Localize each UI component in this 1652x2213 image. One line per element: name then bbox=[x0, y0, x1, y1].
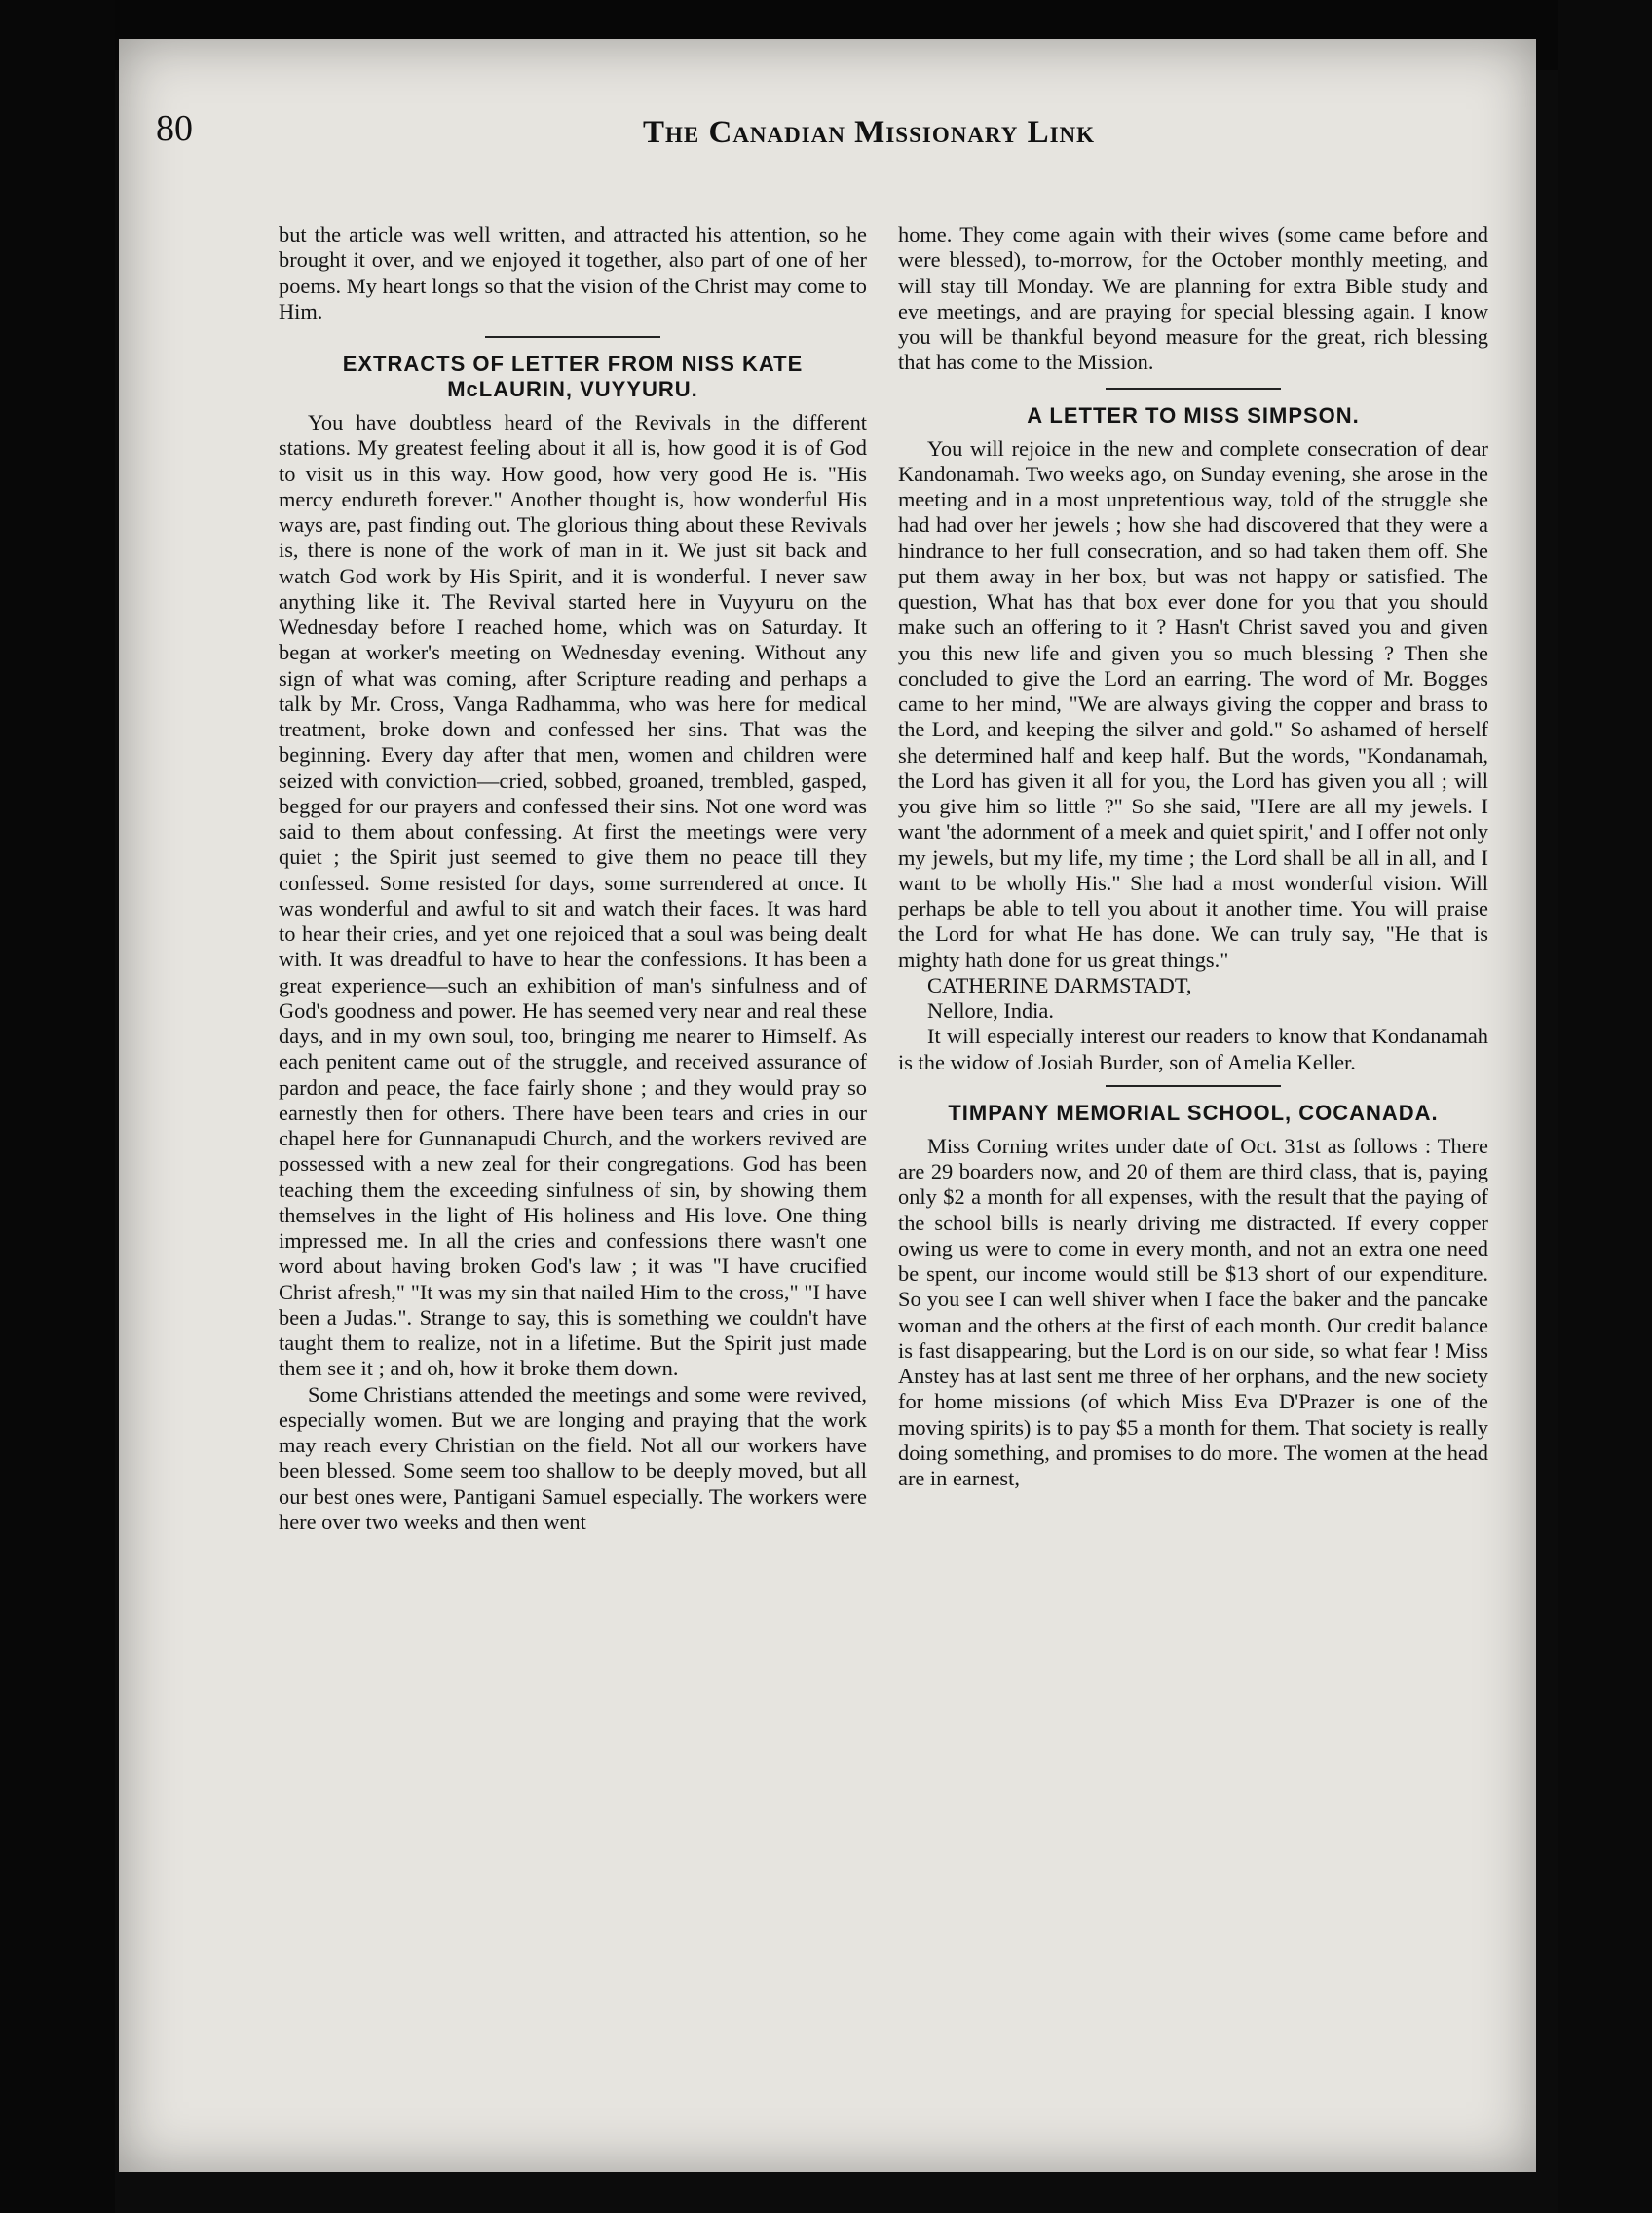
editor-note: It will especially interest our readers to know that Kondanamah is the widow of Josiah Burder, son of Amelia Keller. bbox=[898, 1024, 1488, 1074]
left-column bbox=[279, 222, 867, 1535]
article-paragraph: Some Christians attended the meetings and some were revived, especially women. But we are longing and praying that the work may reach every Christian on the field. Not all our workers have been blessed. Some seem too shallow to be deeply moved, but all our best ones were, Pantigani Samuel especially. The workers were here over two weeks and then went bbox=[279, 1381, 867, 1534]
signature-place: Nellore, India. bbox=[927, 998, 1054, 1023]
right-column bbox=[898, 222, 1488, 1491]
signature-name: CATHERINE DARMSTADT, bbox=[927, 972, 1192, 997]
section-divider bbox=[485, 336, 660, 338]
article-title-line2: McLAURIN, VUYYURU. bbox=[447, 377, 698, 401]
scan-border-right bbox=[1558, 0, 1652, 2213]
article-title: TIMPANY MEMORIAL SCHOOL, COCANADA. bbox=[948, 1100, 1439, 1125]
continued-paragraph: but the article was well written, and attracted his attention, so he brought it over, and we enjoyed it together, also part of one of her poems. My heart longs so that the vision of the Christ may come to Him. bbox=[279, 222, 867, 323]
page-number: 80 bbox=[156, 108, 193, 149]
article-paragraph: Miss Corning writes under date of Oct. 31st as follows : There are 29 boarders now, and 20 of them are third class, that is, paying only $2 a month for all expenses, with the result that the paying of the school bills is nearly driving me distracted. If every copper owing us were to come in every month, and not an extra one need be spent, our income would still be $13 short of our expenditure. So you see I can well shiver when I face the baker and the pancake woman and the others at the first of each month. Our credit balance is fast disappearing, but the Lord is on our side, so what fear ! Miss Anstey has at last sent me three of her orphans, and the new society for home missions (of which Miss Eva D'Prazer is one of the moving spirits) is to pay $5 a month for them. That society is really doing something, and promises to do more. The women at the head are in earnest, bbox=[898, 1133, 1488, 1490]
article-title: A LETTER TO MISS SIMPSON. bbox=[1027, 402, 1360, 428]
running-title: The Canadian Missionary Link bbox=[643, 115, 1096, 150]
article-paragraph: You will rejoice in the new and complete consecration of dear Kandonamah. Two weeks ago, on Sunday evening, she arose in the meeting and in a most unpretentious way, told of the struggle she had had over her jewels ; how she had discovered that they were a hindrance to her full consecration, and so had taken them off. She put them away in her box, but was not happy or satisfied. The question, What has that box ever done for you that you should make such an offering to it ? Hasn't Christ saved you and given you this new life and given you so much blessing ? Then she concluded to give the Lord an earring. The word of Mr. Bogges came to her mind, "We are always giving the copper and brass to the Lord, and keeping the silver and gold." So ashamed of herself she determined half and keep half. But the words, "Kondanamah, the Lord has given it all for you, the Lord has given you all ; will you give him so little ?" So she said, "Here are all my jewels. I want 'the adornment of a meek and quiet spirit,' and I offer not only my jewels, but my life, my time ; the Lord shall be all in all, and I want to be wholly His." She had a most wonderful vision. Will perhaps be able to tell you about it another time. You will praise the Lord for what He has done. We can truly say, "He that is mighty hath done for us great things." bbox=[898, 435, 1488, 972]
scan-border-left bbox=[0, 0, 115, 2213]
section-divider bbox=[1106, 1085, 1281, 1087]
section-divider bbox=[1106, 388, 1281, 390]
continued-paragraph: home. They come again with their wives (some came before and were blessed), to-morrow, for the October monthly meeting, and will stay till Monday. We are planning for extra Bible study and eve meetings, and are praying for special blessing again. I know you will be thankful beyond measure for the great, rich blessing that has come to the Mission. bbox=[898, 222, 1488, 375]
article-paragraph: You have doubtless heard of the Revivals in the different stations. My greatest feeling about it all is, how good it is of God to visit us in this way. How good, how very good He is. "His mercy endureth forever." Another thought is, how wonderful His ways are, past finding out. The glorious thing about these Revivals is, there is none of the work of man in it. We just sit back and watch God work by His Spirit, and it is wonderful. I never saw anything like it. The Revival started here in Vuyyuru on the Wednesday before I reached home, which was on Saturday. It began at worker's meeting on Wednesday evening. Without any sign of what was coming, after Scripture reading and perhaps a talk by Mr. Cross, Vanga Radhamma, who was here for medical treatment, broke down and confessed her sins. That was the beginning. Every day after that men, women and children were seized with conviction—cried, sobbed, groaned, trembled, gasped, begged for our prayers and confessed their sins. Not one word was said to them about confessing. At first the meetings were very quiet ; the Spirit just seemed to give them no peace till they confessed. Some resisted for days, some surrendered at once. It was wonderful and awful to sit and watch their faces. It was hard to hear their cries, and yet one rejoiced that a soul was being dealt with. It was dreadful to have to hear the confessions. It has been a great experience—such an exhibition of man's sinfulness and of God's goodness and power. He has seemed very near and real these days, and in my own soul, too, bringing me nearer to Himself. As each penitent came out of the struggle, and received assurance of pardon and peace, the face fairly shone ; and they would pray so earnestly then for others. There have been tears and cries in our chapel here for Gunnanapudi Church, and the workers revived are possessed with a new zeal for their congregations. God has been teaching them the exceeding sinfulness of sin, by showing them themselves in the light of His holiness and His love. One thing impressed me. In all the cries and confessions there wasn't one word about having broken God's law ; it was "I have crucified Christ afresh," "It was my sin that nailed Him to the cross," "I have been a Judas.". Strange to say, this is something we couldn't have taught them to realize, not in a lifetime. But the Spirit just made them see it ; and oh, how it broke them down. bbox=[279, 410, 867, 1381]
article-title: EXTRACTS OF LETTER FROM NISS KATE bbox=[342, 352, 804, 376]
